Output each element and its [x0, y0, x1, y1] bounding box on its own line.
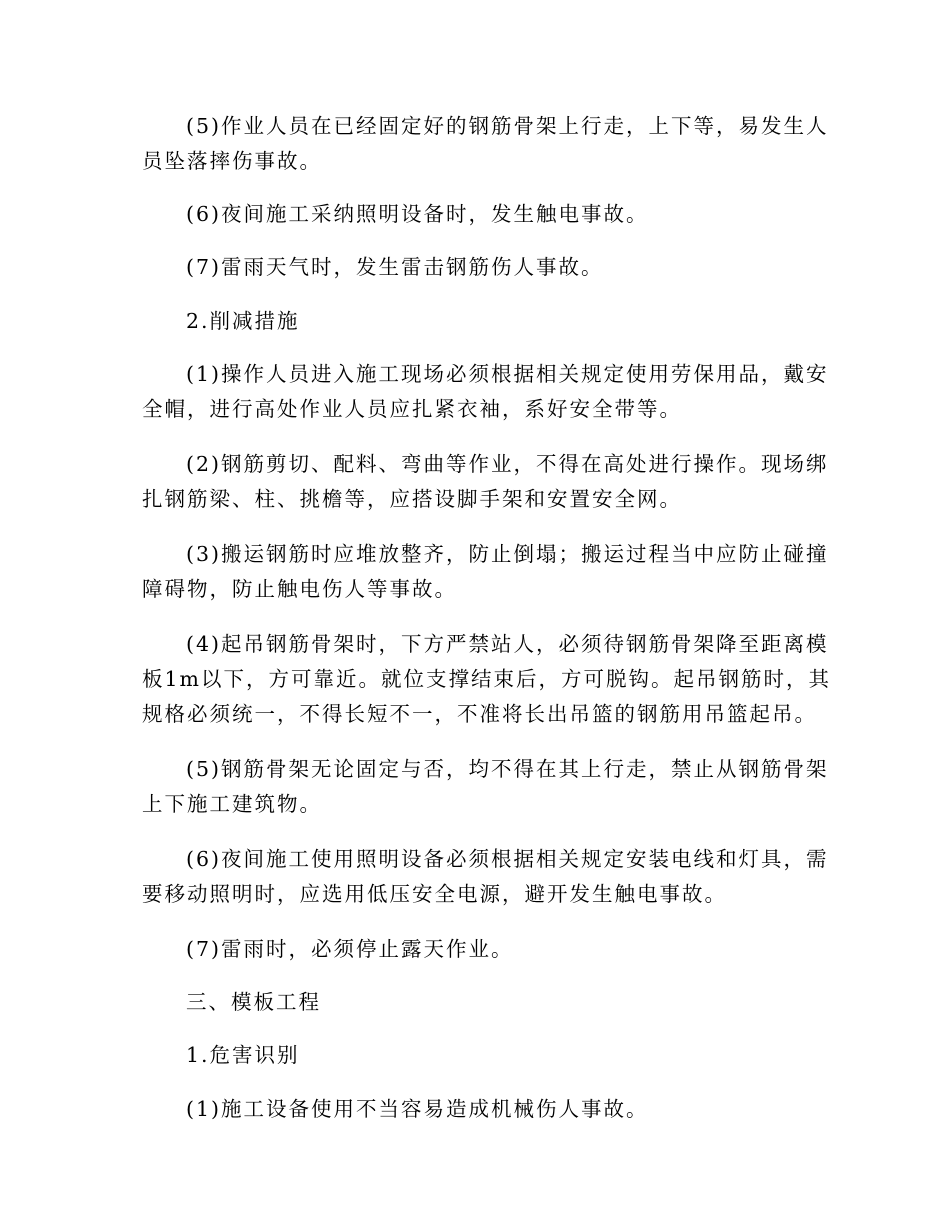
text-line: 员坠落摔伤事故。: [142, 149, 322, 173]
paragraph-measure-3: [142, 537, 829, 607]
text-line: 扎钢筋梁、柱、挑檐等，应搭设脚手架和安置安全网。: [142, 487, 682, 511]
text-line: (1)操作人员进入施工现场必须根据相关规定使用劳保用品，戴安: [186, 362, 829, 386]
text-line: (5)作业人员在已经固定好的钢筋骨架上行走，上下等，易发生人: [186, 114, 829, 138]
section-heading-mitigation: [142, 304, 802, 339]
paragraph-measure-5: [142, 752, 829, 822]
text-line: 三、模板工程: [186, 990, 321, 1014]
text-line: 2.削减措施: [186, 309, 300, 333]
paragraph-measure-7: [142, 932, 802, 967]
text-line: 障碍物，防止触电伤人等事故。: [142, 577, 457, 601]
paragraph-measure-1: [142, 357, 829, 427]
text-line: 规格必须统一，不得长短不一，不准将长出吊篮的钢筋用吊篮起吊。: [142, 702, 817, 726]
text-line: (7)雷雨天气时，发生雷击钢筋伤人事故。: [186, 255, 604, 279]
text-line: (1)施工设备使用不当容易造成机械伤人事故。: [186, 1097, 649, 1121]
text-line: (6)夜间施工采纳照明设备时，发生触电事故。: [186, 202, 649, 226]
text-line: (2)钢筋剪切、配料、弯曲等作业，不得在高处进行操作。现场绑: [186, 452, 829, 476]
text-line: 板1m以下，方可靠近。就位支撑结束后，方可脱钩。起吊钢筋时，其: [142, 667, 831, 691]
text-line: 全帽，进行高处作业人员应扎紧衣袖，系好安全带等。: [142, 397, 682, 421]
paragraph-measure-4: [142, 627, 831, 732]
text-line: 1.危害识别: [186, 1043, 300, 1067]
text-line: 上下施工建筑物。: [142, 792, 322, 816]
text-line: (7)雷雨时，必须停止露天作业。: [186, 937, 514, 961]
section-heading-formwork: [142, 985, 802, 1020]
paragraph-measure-6: [142, 842, 829, 912]
paragraph-hazard-5: [142, 109, 829, 179]
paragraph-formwork-hazard-1: [142, 1092, 802, 1127]
paragraph-hazard-6: [142, 197, 802, 232]
subsection-heading-hazard-identification: [142, 1038, 802, 1073]
text-line: 要移动照明时，应选用低压安全电源，避开发生触电事故。: [142, 882, 727, 906]
text-line: (6)夜间施工使用照明设备必须根据相关规定安装电线和灯具，需: [186, 847, 829, 871]
text-line: (5)钢筋骨架无论固定与否，均不得在其上行走，禁止从钢筋骨架: [186, 757, 829, 781]
text-line: (3)搬运钢筋时应堆放整齐，防止倒塌；搬运过程当中应防止碰撞: [186, 542, 829, 566]
paragraph-hazard-7: [142, 250, 802, 285]
text-line: (4)起吊钢筋骨架时，下方严禁站人，必须待钢筋骨架降至距离模: [186, 632, 829, 656]
paragraph-measure-2: [142, 447, 829, 517]
